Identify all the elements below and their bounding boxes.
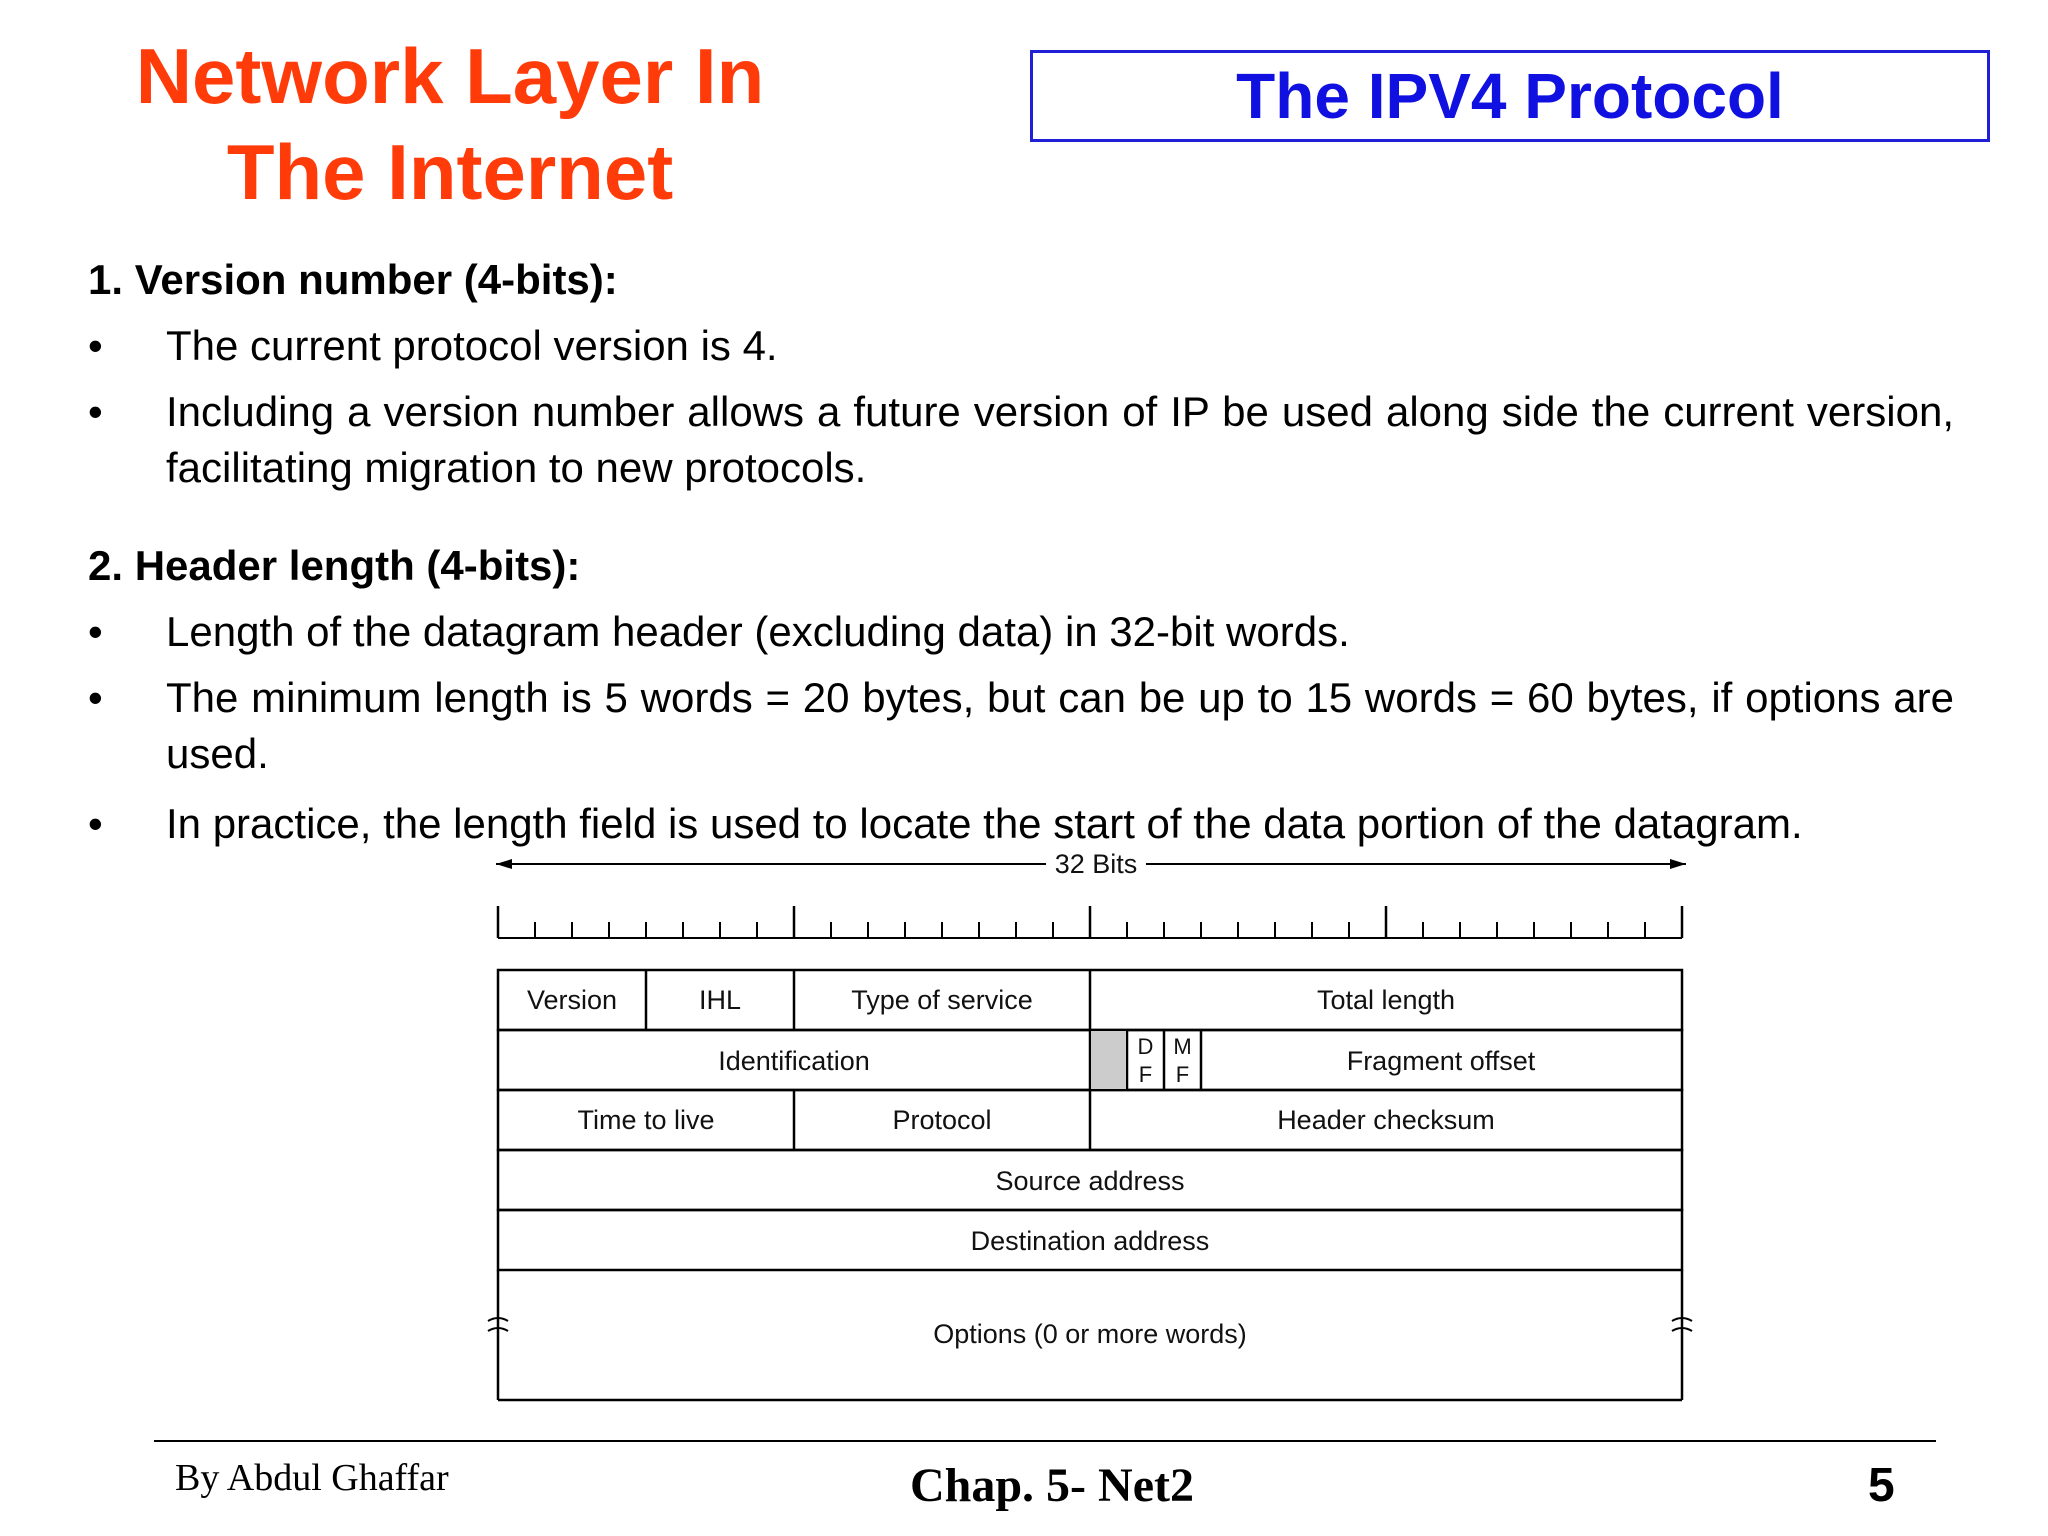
bullet-marker: •	[88, 322, 103, 369]
footer-author: By Abdul Ghaffar	[175, 1457, 449, 1499]
field-protocol: Protocol	[892, 1105, 992, 1135]
bullet-text: In practice, the length field is used to locate the start of the data portion of the datagram.	[166, 800, 1803, 847]
slide-title-line2: The Internet	[226, 128, 674, 216]
section-heading-header-length: 2. Header length (4-bits):	[88, 542, 581, 589]
boxed-title: The IPV4 Protocol	[1030, 50, 1990, 142]
bullet-text: Length of the datagram header (excluding data) in 32-bit words.	[166, 608, 1350, 655]
section-heading-version: 1. Version number (4-bits):	[88, 256, 618, 303]
slide-title-line1: Network Layer In	[135, 32, 765, 120]
field-destination-address: Destination address	[970, 1226, 1210, 1256]
width-label: 32 Bits	[1054, 849, 1138, 879]
field-type-of-service: Type of service	[851, 985, 1033, 1015]
bullet-marker: •	[88, 674, 103, 721]
ipv4-header-svg	[476, 848, 1700, 1418]
field-fragment-offset: Fragment offset	[1346, 1046, 1536, 1076]
field-df-top: D	[1137, 1034, 1154, 1059]
bit-ruler-ticks	[498, 906, 1682, 938]
ipv4-header-diagram	[476, 848, 1700, 1418]
field-version: Version	[526, 985, 618, 1015]
reserved-bit-shaded	[1091, 1031, 1126, 1089]
field-header-checksum: Header checksum	[1277, 1105, 1495, 1135]
slide-title	[100, 28, 800, 220]
page-number: 5	[1868, 1459, 1895, 1512]
field-source-address: Source address	[995, 1166, 1185, 1196]
field-options: Options (0 or more words)	[933, 1319, 1247, 1349]
width-arrow-right-head	[1670, 859, 1686, 869]
bullet-marker: •	[88, 388, 103, 435]
field-ihl: IHL	[698, 985, 742, 1015]
field-mf-bottom: F	[1175, 1062, 1190, 1087]
field-df-bottom: F	[1138, 1062, 1153, 1087]
bullet-item	[88, 796, 1954, 852]
field-total-length: Total length	[1316, 985, 1456, 1015]
field-mf-top: M	[1173, 1034, 1192, 1059]
bullet-text: Including a version number allows a future version of IP be used along side the current version, facilitating migration to new protocols.	[166, 388, 1954, 491]
bullet-marker: •	[88, 608, 103, 655]
bullet-text: The minimum length is 5 words = 20 bytes, but can be up to 15 words = 60 bytes, if options are used.	[166, 674, 1954, 777]
bullet-item	[88, 670, 1954, 782]
footer-divider	[154, 1440, 1936, 1442]
bullet-item	[88, 604, 1954, 660]
footer-chapter: Chap. 5- Net2	[910, 1459, 1194, 1512]
field-identification: Identification	[718, 1046, 870, 1076]
width-arrow-left-head	[496, 859, 512, 869]
bullet-item	[88, 318, 1954, 374]
bullet-item	[88, 384, 1954, 496]
bullet-marker: •	[88, 800, 103, 847]
bullet-text: The current protocol version is 4.	[166, 322, 778, 369]
field-time-to-live: Time to live	[577, 1105, 715, 1135]
